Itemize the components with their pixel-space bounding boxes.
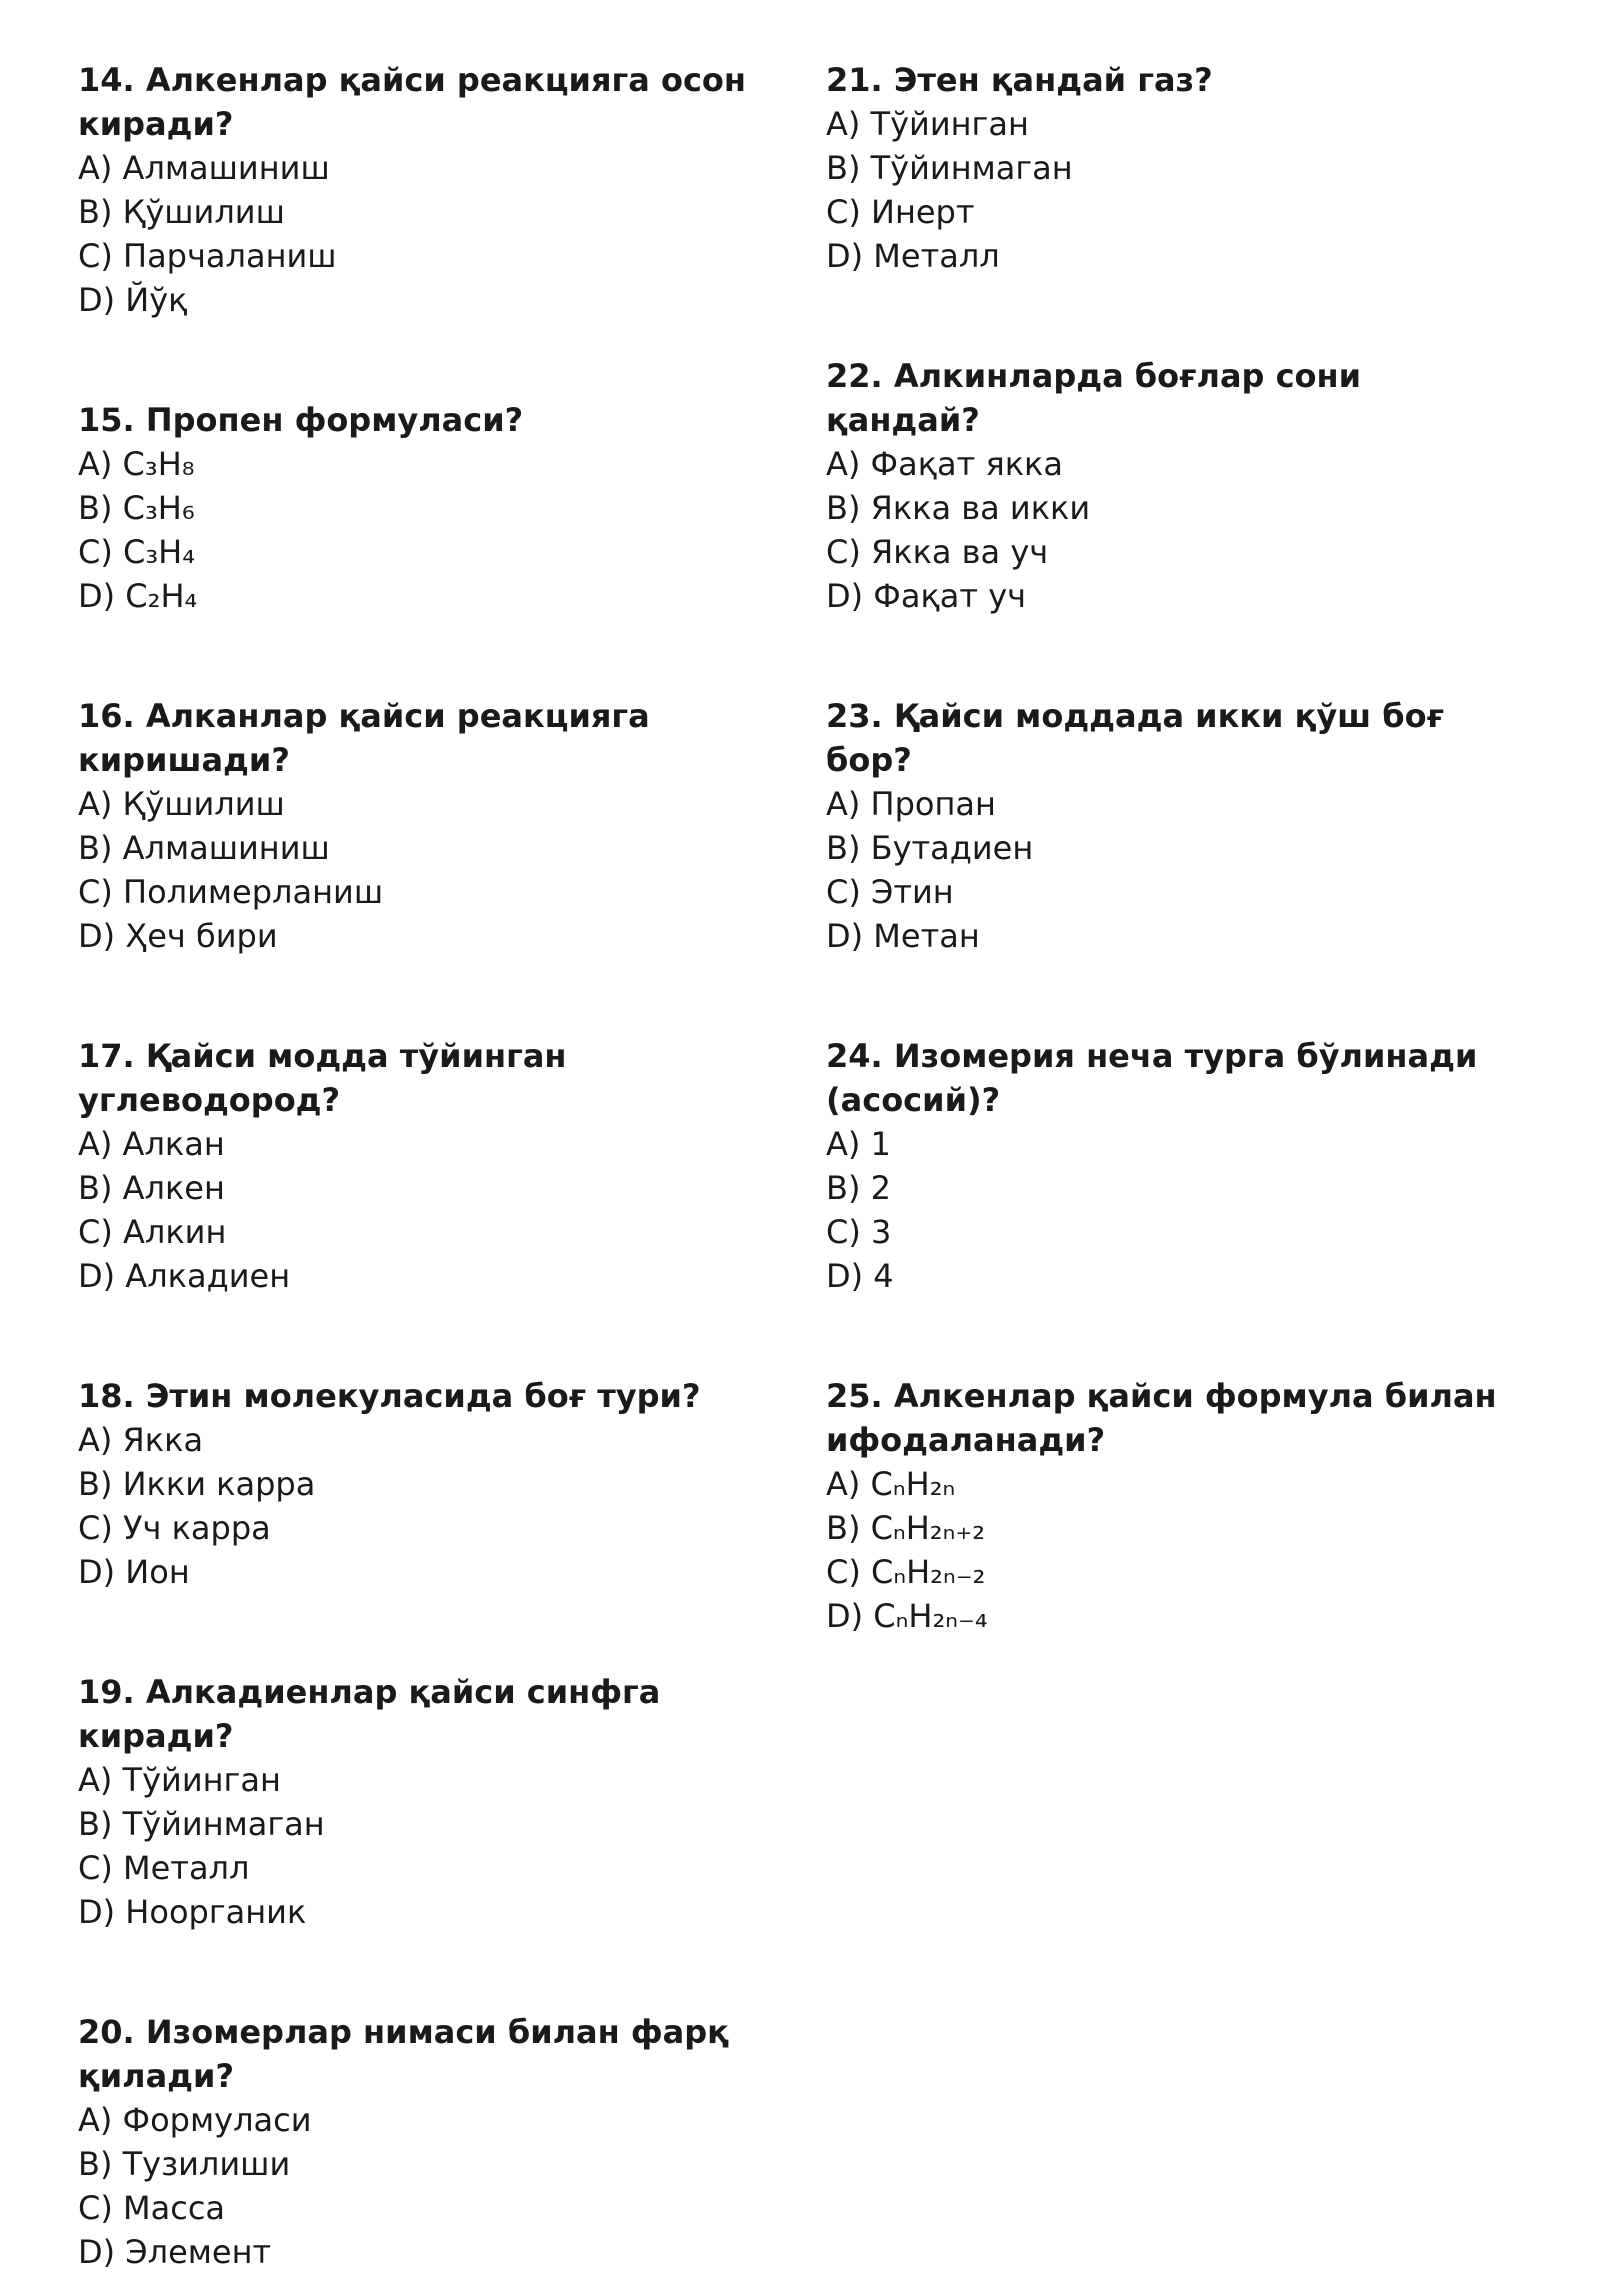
answer-option: A) Формуласи <box>78 2101 312 2139</box>
answer-option: A) Пропан <box>826 785 996 823</box>
question-21 <box>826 58 1526 278</box>
answer-option: A) Алкан <box>78 1125 225 1163</box>
answer-option: C) Уч карра <box>78 1509 271 1547</box>
question-title: 14. Алкенлар қайси реакцияга осон <box>78 61 747 99</box>
answer-option: D) Фақат уч <box>826 577 1027 615</box>
question-title: 16. Алканлар қайси реакцияга <box>78 697 650 735</box>
question-title: (асосий)? <box>826 1081 1001 1119</box>
answer-option: B) Якка ва икки <box>826 489 1091 527</box>
left-column <box>78 58 778 2274</box>
answer-option: B) 2 <box>826 1169 891 1207</box>
answer-option: C) Этин <box>826 873 954 911</box>
answer-option: D) Алкадиен <box>78 1257 291 1295</box>
answer-option: A) Тўйинган <box>78 1761 281 1799</box>
answer-option: B) CₙH₂ₙ₊₂ <box>826 1509 986 1547</box>
question-title: 22. Алкинларда боғлар сони қандай? <box>826 357 1362 439</box>
answer-option: D) Метан <box>826 917 980 955</box>
right-column <box>826 58 1526 1638</box>
answer-option: D) Металл <box>826 237 1000 275</box>
question-title: киради? <box>78 105 234 143</box>
answer-option: A) CₙH₂ₙ <box>826 1465 956 1503</box>
answer-option: C) 3 <box>826 1213 892 1251</box>
answer-option: D) C₂H₄ <box>78 577 198 615</box>
answer-option: D) 4 <box>826 1257 894 1295</box>
question-title: киришади? <box>78 741 290 779</box>
answer-option: B) Икки карра <box>78 1465 316 1503</box>
answer-option: B) Алкен <box>78 1169 225 1207</box>
question-title: 25. Алкенлар қайси формула билан <box>826 1377 1497 1415</box>
answer-option: C) Металл <box>78 1849 250 1887</box>
question-title: 24. Изомерия неча турга бўлинади <box>826 1037 1478 1075</box>
answer-option: B) Бутадиен <box>826 829 1034 867</box>
answer-option: A) C₃H₈ <box>78 445 195 483</box>
answer-option: D) Йўқ <box>78 281 188 319</box>
question-title: 18. Этин молекуласида боғ тури? <box>78 1377 701 1415</box>
answer-option: C) Полимерланиш <box>78 873 384 911</box>
question-title: ифодаланади? <box>826 1421 1106 1459</box>
answer-option: A) Алмашиниш <box>78 149 330 187</box>
question-18 <box>78 1374 778 1594</box>
question-23 <box>826 694 1526 958</box>
answer-option: A) Фақат якка <box>826 445 1063 483</box>
question-15 <box>78 398 778 618</box>
answer-option: B) Алмашиниш <box>78 829 330 867</box>
answer-option: C) Парчаланиш <box>78 237 337 275</box>
answer-option: C) Масса <box>78 2189 226 2227</box>
answer-option: D) Ион <box>78 1553 190 1591</box>
question-24 <box>826 1034 1526 1298</box>
question-22 <box>826 354 1526 618</box>
answer-option: B) Тузилиши <box>78 2145 291 2183</box>
question-17 <box>78 1034 778 1298</box>
answer-option: B) Тўйинмаган <box>826 149 1073 187</box>
answer-option: C) Инерт <box>826 193 975 231</box>
question-20 <box>78 2010 778 2274</box>
answer-option: C) C₃H₄ <box>78 533 196 571</box>
question-19 <box>78 1670 778 1934</box>
question-title: 17. Қайси модда тўйинган углеводород? <box>78 1037 567 1119</box>
answer-option: C) CₙH₂ₙ₋₂ <box>826 1553 986 1591</box>
answer-option: D) CₙH₂ₙ₋₄ <box>826 1597 988 1635</box>
question-title: 15. Пропен формуласи? <box>78 401 524 439</box>
question-14 <box>78 58 778 322</box>
answer-option: A) Қўшилиш <box>78 785 285 823</box>
answer-option: A) Тўйинган <box>826 105 1029 143</box>
question-title: қилади? <box>78 2057 234 2095</box>
answer-option: D) Ноорганик <box>78 1893 307 1931</box>
answer-option: A) 1 <box>826 1125 891 1163</box>
question-title: 23. Қайси моддада икки қўш боғ бор? <box>826 697 1444 779</box>
question-title: 21. Этен қандай газ? <box>826 61 1213 99</box>
answer-option: D) Ҳеч бири <box>78 917 278 955</box>
question-title: 19. Алкадиенлар қайси синфга киради? <box>78 1673 661 1755</box>
answer-option: C) Алкин <box>78 1213 227 1251</box>
question-25 <box>826 1374 1526 1638</box>
answer-option: A) Якка <box>78 1421 204 1459</box>
question-16 <box>78 694 778 958</box>
answer-option: B) Қўшилиш <box>78 193 285 231</box>
question-title: 20. Изомерлар нимаси билан фарқ <box>78 2013 729 2051</box>
answer-option: B) Тўйинмаган <box>78 1805 325 1843</box>
answer-option: B) C₃H₆ <box>78 489 195 527</box>
answer-option: D) Элемент <box>78 2233 272 2271</box>
answer-option: C) Якка ва уч <box>826 533 1049 571</box>
